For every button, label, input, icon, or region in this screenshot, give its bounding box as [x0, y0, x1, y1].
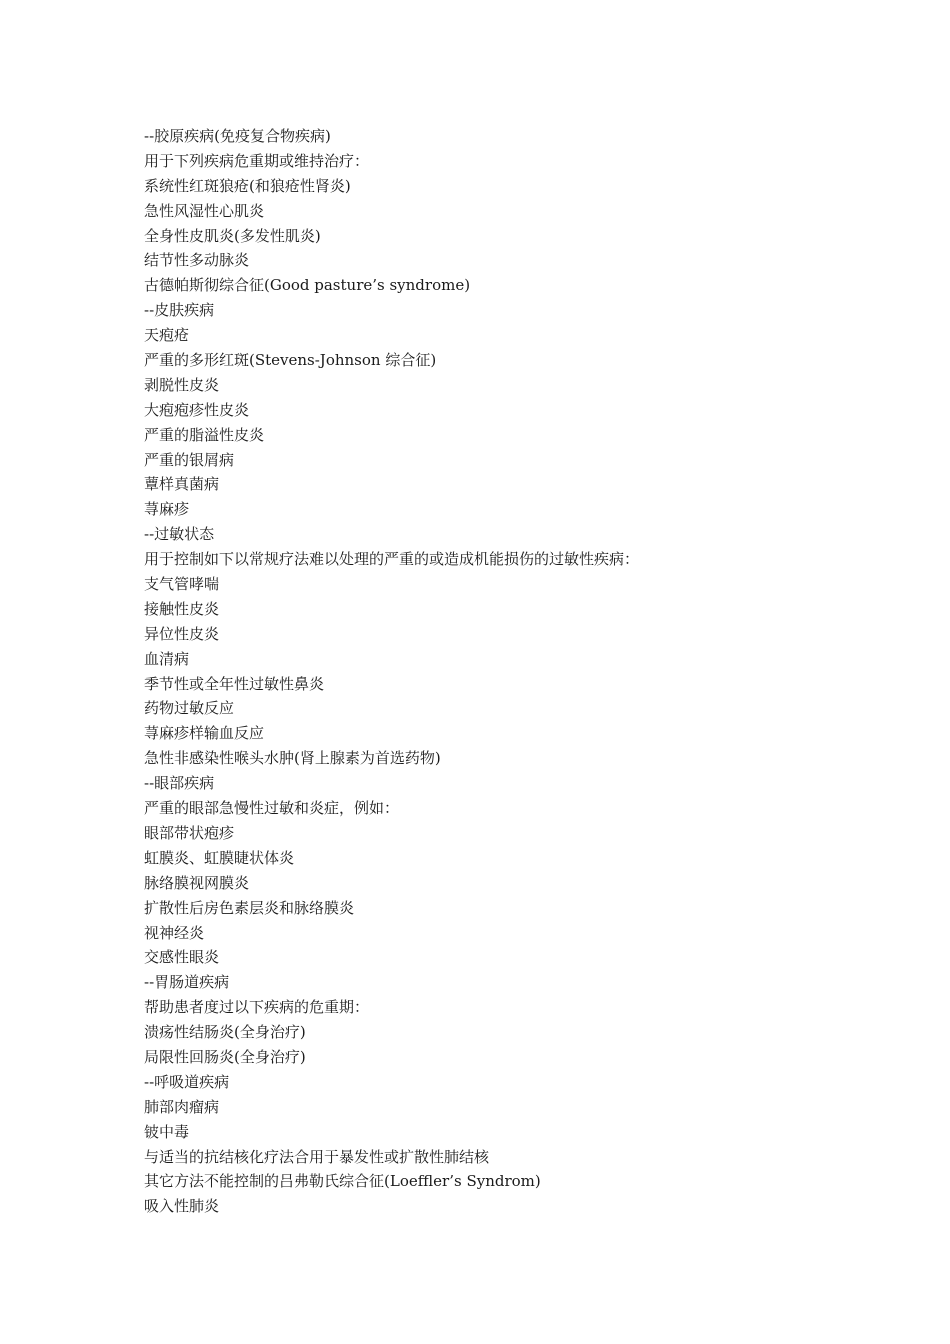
text-line: 蕈样真菌病	[144, 475, 220, 494]
text-line: 帮助患者度过以下疾病的危重期：	[144, 998, 370, 1017]
text-line: 荨麻疹	[144, 500, 190, 519]
text-line: 局限性回肠炎(全身治疗)	[144, 1047, 306, 1066]
text-line: 天疱疮	[144, 326, 190, 345]
text-line: 急性风湿性心肌炎	[144, 201, 265, 220]
text-line: --胶原疾病(免疫复合物疾病)	[144, 127, 331, 145]
text-line: 荨麻疹样输血反应	[144, 724, 265, 743]
text-line: 严重的多形红斑(Stevens-Johnson 综合征)	[144, 351, 437, 370]
text-line: 血清病	[144, 649, 190, 668]
text-line: 交感性眼炎	[144, 948, 220, 967]
indications-list	[144, 124, 864, 1219]
text-line: 季节性或全年性过敏性鼻炎	[144, 674, 325, 693]
text-line: 古德帕斯彻综合征(Good pasture’s syndrome)	[144, 276, 471, 295]
text-line: 用于下列疾病危重期或维持治疗：	[144, 151, 370, 170]
text-line: 异位性皮炎	[144, 624, 220, 643]
text-line: --胃肠道疾病	[144, 973, 230, 992]
text-line: --眼部疾病	[144, 774, 215, 793]
text-line: 吸入性肺炎	[144, 1197, 220, 1216]
text-line: 结节性多动脉炎	[144, 251, 250, 270]
text-line: 溃疡性结肠炎(全身治疗)	[144, 1023, 306, 1042]
text-line: --过敏状态	[144, 525, 215, 544]
text-line: 用于控制如下以常规疗法难以处理的严重的或造成机能损伤的过敏性疾病：	[144, 550, 640, 569]
text-line: 扩散性后房色素层炎和脉络膜炎	[144, 898, 355, 917]
text-line: 系统性红斑狼疮(和狼疮性肾炎)	[144, 176, 351, 195]
text-line: 严重的银屑病	[144, 450, 235, 469]
text-line: 支气管哮喘	[144, 575, 220, 594]
text-line: 肺部肉瘤病	[144, 1097, 220, 1116]
text-line: 视神经炎	[144, 923, 205, 942]
text-line: 接触性皮炎	[144, 599, 220, 618]
text-line: 眼部带状疱疹	[144, 823, 235, 842]
text-line: 严重的脂溢性皮炎	[144, 425, 265, 444]
text-line: 剥脱性皮炎	[144, 375, 220, 394]
text-line: 铍中毒	[144, 1122, 190, 1141]
text-line: 虹膜炎、虹膜睫状体炎	[144, 848, 295, 867]
text-line: 药物过敏反应	[144, 699, 235, 718]
text-line: 全身性皮肌炎(多发性肌炎)	[144, 226, 321, 245]
text-line: 与适当的抗结核化疗法合用于暴发性或扩散性肺结核	[144, 1147, 490, 1166]
text-line: --皮肤疾病	[144, 301, 215, 320]
text-line: 严重的眼部急慢性过敏和炎症，例如：	[144, 799, 400, 818]
text-line: 其它方法不能控制的吕弗勒氏综合征(Loeffler’s Syndrom)	[144, 1172, 541, 1191]
text-line: 大疱疱疹性皮炎	[144, 400, 250, 419]
text-line: 脉络膜视网膜炎	[144, 873, 250, 892]
text-line: 急性非感染性喉头水肿(肾上腺素为首选药物)	[144, 749, 441, 768]
text-line: --呼吸道疾病	[144, 1072, 230, 1091]
